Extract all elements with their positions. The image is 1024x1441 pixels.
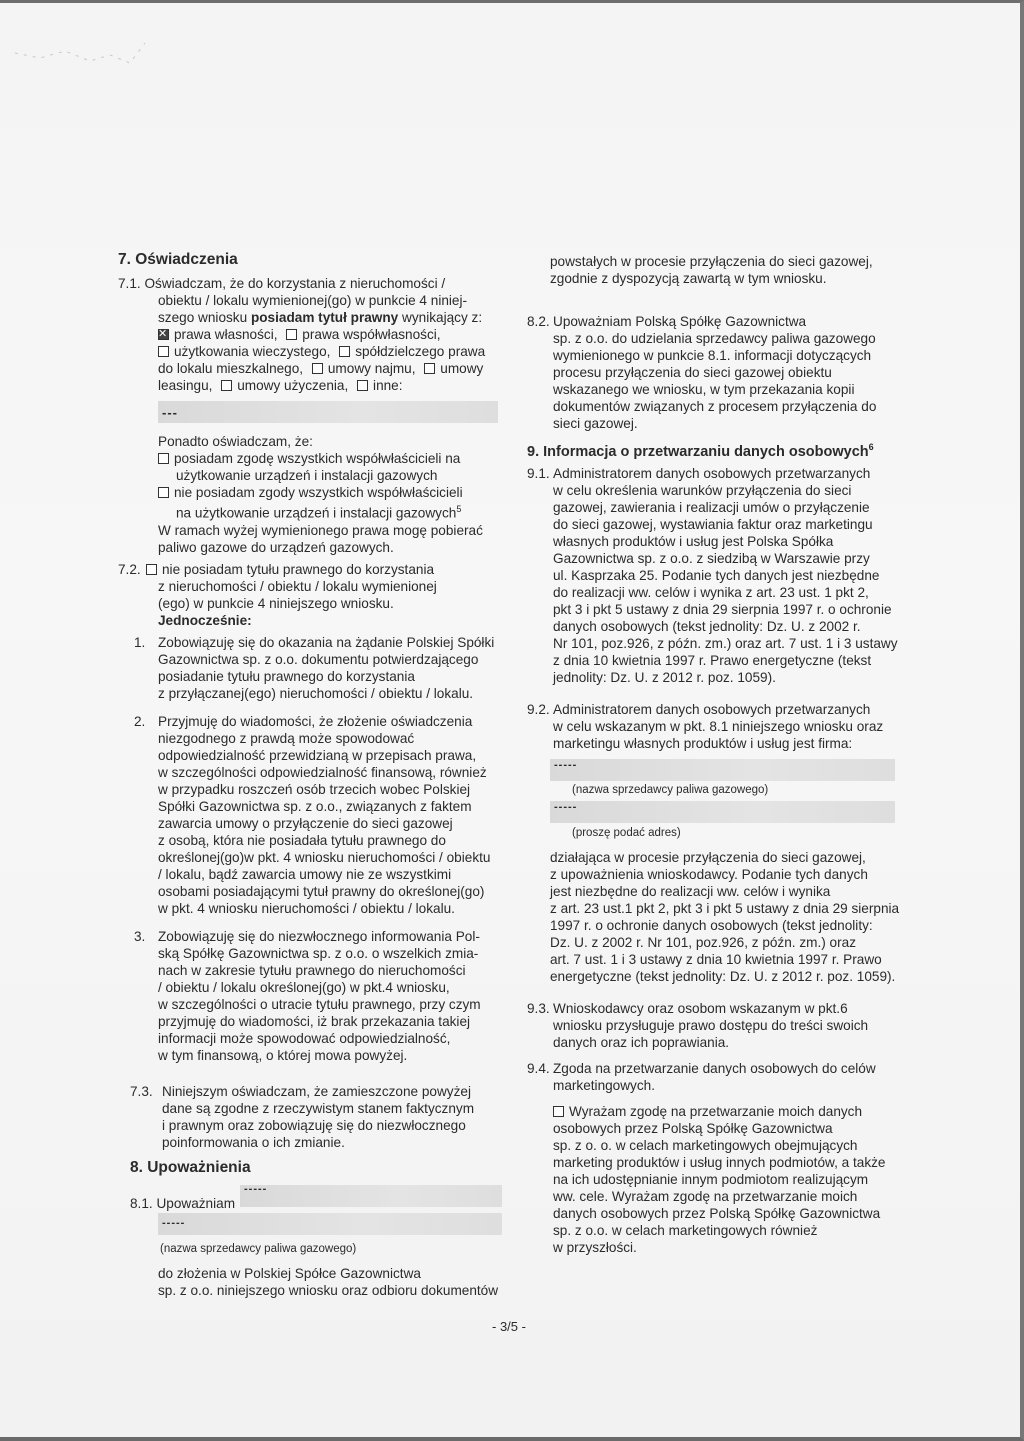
s94b-line6: ww. cele. Wyrażam zgodę na przetwarzanie moich bbox=[553, 1189, 858, 1204]
s93-line1: Wnioskodawcy oraz osobom wskazanym w pkt.6 bbox=[553, 1001, 848, 1016]
s94b-line3: sp. z o. o. w celach marketingowych obejmujących bbox=[553, 1138, 858, 1153]
s71-line5: użytkowania wieczystego, spółdzielczego prawa bbox=[158, 343, 485, 360]
p3-number: 3. bbox=[134, 929, 146, 944]
section-9-title: 9. Informacja o przetwarzaniu danych osobowych$^6$ bbox=[527, 442, 874, 460]
s91-line12: z dnia 10 kwietnia 1997 r. Prawo energetyczne (tekst bbox=[553, 653, 872, 668]
s72-line1: nie posiadam tytułu prawnego do korzystania bbox=[146, 561, 434, 578]
inne-input-field[interactable] bbox=[158, 401, 498, 423]
checkbox-nie-posiadam-zgody[interactable] bbox=[158, 487, 169, 498]
s73-line3: i prawnym oraz zobowiązuję się do niezwłocznego bbox=[162, 1118, 466, 1133]
checkbox-prawa-wlasnosci[interactable] bbox=[158, 329, 169, 340]
p2-line12: w pkt. 4 wniosku nieruchomości / obiektu / lokalu. bbox=[158, 901, 455, 916]
s73-line4: poinformowania o ich zmianie. bbox=[162, 1135, 345, 1150]
s92b-line1: działająca w procesie przyłączenia do sieci gazowej, bbox=[550, 850, 866, 865]
s92b-line8: energetyczne (tekst jednolity: Dz. U. z 2012 r. poz. 1059). bbox=[550, 969, 896, 984]
s82-line4: procesu przyłączenia do sieci gazowej obiektu bbox=[553, 365, 832, 380]
p2-line2: niezgodnego z prawdą może spowodować bbox=[158, 731, 415, 746]
s81-input-upper[interactable] bbox=[240, 1185, 502, 1207]
s92-caption1: (nazwa sprzedawcy paliwa gazowego) bbox=[572, 784, 769, 796]
s81-caption: (nazwa sprzedawcy paliwa gazowego) bbox=[160, 1243, 357, 1255]
p2-line8: z osobą, która nie posiadała tytułu prawnego do bbox=[158, 833, 446, 848]
s92-line1: Administratorem danych osobowych przetwarzanych bbox=[553, 702, 871, 717]
p3-line3: nach w zakresie tytułu prawnego do nieruchomości bbox=[158, 963, 466, 978]
s91-line10: danych osobowych (tekst jednolity: Dz. U. z 2002 r. bbox=[553, 619, 861, 634]
s94b-line2: osobowych przez Polską Spółkę Gazownictwa bbox=[553, 1121, 833, 1136]
p3-line6: przyjmuję do wiadomości, iż brak przekazania takiej bbox=[158, 1014, 471, 1029]
s91-line9: pkt 3 i pkt 5 ustawy z dnia 29 sierpnia 1997 r. o ochronie bbox=[553, 602, 892, 617]
p2-line10: / lokalu, bądź zawarcia umowy nie ze wszystkimi bbox=[158, 867, 452, 882]
checkbox-uzytkowanie-wieczyste[interactable] bbox=[158, 346, 169, 357]
s71-line1: 7.1. Oświadczam, że do korzystania z nieruchomości / bbox=[118, 276, 446, 291]
checkbox-zgoda-marketing[interactable] bbox=[553, 1106, 564, 1117]
checkbox-uzyczenie[interactable] bbox=[221, 380, 232, 391]
s81-end-line1: do złożenia w Polskiej Spółce Gazownictwa bbox=[158, 1266, 421, 1281]
s92b-line7: art. 7 ust. 1 i 3 ustawy z dnia 10 kwietnia 1997 r. Prawo bbox=[550, 952, 882, 967]
s92-line2: w celu wskazanym w pkt. 8.1 niniejszego wniosku oraz bbox=[553, 719, 884, 734]
s91-line8: do realizacji ww. celów i wynika z art. 23 ust. 1 pkt 2, bbox=[553, 585, 869, 600]
p3-line4: / obiektu / lokalu określonej(go) w pkt.4 wniosku, bbox=[158, 980, 450, 995]
checkbox-posiadam-zgode[interactable] bbox=[158, 453, 169, 464]
s82-line3: wymienionego w punkcie 8.1. informacji dotyczących bbox=[553, 348, 872, 363]
checkbox-umowy-leasingu[interactable] bbox=[424, 363, 435, 374]
s71-line6: do lokalu mieszkalnego, umowy najmu, umowy bbox=[158, 361, 484, 376]
s81-end-line2: sp. z o.o. niniejszego wniosku oraz odbioru dokumentów bbox=[158, 1283, 499, 1298]
s91-line3: gazowej, zawierania i realizacji umów o przyłączenie bbox=[553, 500, 870, 515]
p2-line11: osobami posiadającymi tytuł prawny do określonej(go) bbox=[158, 884, 485, 899]
s81-input-lower[interactable] bbox=[158, 1213, 502, 1235]
s92-line3: marketingu własnych produktów i usług jest firma: bbox=[553, 736, 853, 751]
p3-line5: w szczególności o utracie tytułu prawnego, przy czym bbox=[158, 997, 481, 1012]
s94b-line5: na ich udostępnianie innym podmiotom realizującym bbox=[553, 1172, 869, 1187]
s72-line2: z nieruchomości / obiektu / lokalu wymienionej bbox=[158, 579, 437, 594]
wramach-line2: paliwo gazowe do urządzeń gazowych. bbox=[158, 540, 394, 555]
s82-line2: sp. z o.o. do udzielania sprzedawcy paliwa gazowego bbox=[553, 331, 876, 346]
p3-line8: w tym finansową, o której mowa powyżej. bbox=[158, 1048, 408, 1063]
p1-line3: posiadanie tytułu prawnego do korzystania bbox=[158, 669, 415, 684]
checkbox-nie-posiadam-tytulu[interactable] bbox=[146, 564, 157, 575]
p1-line1: Zobowiązuję się do okazania na żądanie Polskiej Spółki bbox=[158, 635, 495, 650]
s91-line7: ul. Kasprzaka 25. Podanie tych danych jest niezbędne bbox=[553, 568, 880, 583]
p2-line1: Przyjmuję do wiadomości, że złożenie oświadczenia bbox=[158, 714, 473, 729]
s81-dash1: ----- bbox=[244, 1183, 268, 1195]
checkbox-wspolwlasnosc[interactable] bbox=[286, 329, 297, 340]
s92-seller-name-field[interactable] bbox=[550, 759, 895, 781]
s71-line3: szego wniosku posiadam tytuł prawny wynikający z: bbox=[158, 310, 483, 325]
p1-line2: Gazownictwa sp. z o.o. dokumentu potwierdzającego bbox=[158, 652, 479, 667]
s91-line11: Nr 101, poz.926, z późn. zm.) oraz art. 7 ust. 1 i 3 ustawy bbox=[553, 636, 898, 651]
s82-line5: wskazanego we wniosku, w tym przekazania kopii bbox=[553, 382, 855, 397]
s94b-line4: marketing produktów i usług innych podmiotów, a także bbox=[553, 1155, 886, 1170]
zgoda2-line2: na użytkowanie urządzeń i instalacji gazowych$^5$ bbox=[176, 504, 462, 521]
checkbox-inne[interactable] bbox=[357, 380, 368, 391]
p2-number: 2. bbox=[134, 714, 146, 729]
s71-line7: leasingu, umowy użyczenia, inne: bbox=[158, 378, 403, 393]
p2-line9: określonej(go)w pkt. 4 wniosku nieruchomości / obiektu bbox=[158, 850, 491, 865]
s91-line1: Administratorem danych osobowych przetwarzanych bbox=[553, 466, 871, 481]
s73-line2: dane są zgodne z rzeczywistym stanem faktycznym bbox=[162, 1101, 475, 1116]
s71-line4: ✕prawa własności, prawa współwłasności, bbox=[158, 326, 441, 343]
s92-caption2: (proszę podać adres) bbox=[572, 827, 681, 839]
cont-line2: zgodnie z dyspozycją zawartą w tym wniosku. bbox=[550, 271, 827, 286]
ponadto-text: Ponadto oświadczam, że: bbox=[158, 434, 313, 449]
s91-line2: w celu określenia warunków przyłączenia do sieci bbox=[553, 483, 852, 498]
checkbox-spoldzielcze[interactable] bbox=[339, 346, 350, 357]
s71-line2: obiektu / lokalu wymienionej(go) w punkcie 4 niniej- bbox=[158, 293, 468, 308]
s94b-line9: w przyszłości. bbox=[553, 1240, 637, 1255]
p3-line2: ską Spółkę Gazownictwa sp. z o.o. o wszelkich zmia- bbox=[158, 946, 479, 961]
s92-dash1: ----- bbox=[554, 759, 578, 771]
p1-number: 1. bbox=[134, 635, 146, 650]
page-number: - 3/5 - bbox=[492, 1319, 526, 1334]
wramach-line1: W ramach wyżej wymienionego prawa mogę pobierać bbox=[158, 523, 483, 538]
s93-line3: danych oraz ich poprawiania. bbox=[553, 1035, 730, 1050]
section-8-title: 8. Upoważnienia bbox=[130, 1159, 251, 1176]
s93-line2: wniosku przysługuje prawo dostępu do treści swoich bbox=[553, 1018, 869, 1033]
s82-line7: sieci gazowej. bbox=[553, 416, 638, 431]
s91-line6: Gazownictwa sp. z o.o. z siedzibą w Warszawie przy bbox=[553, 551, 870, 566]
s72-line3: (ego) w punkcie 4 niniejszego wniosku. bbox=[158, 596, 394, 611]
zgoda2-line1: nie posiadam zgody wszystkich współwłaścicieli bbox=[158, 484, 463, 501]
s92b-line2: z upoważnienia wnioskodawcy. Podanie tych danych bbox=[550, 867, 868, 882]
p1-line4: z przyłączanej(ego) nieruchomości / obiektu / lokalu. bbox=[158, 686, 474, 701]
p2-line6: Spółki Gazownictwa sp. z o.o., związanych z faktem bbox=[158, 799, 472, 814]
p3-line1: Zobowiązuję się do niezwłocznego informowania Pol- bbox=[158, 929, 480, 944]
s91-line13: jednolity: Dz. U. z 2012 r. poz. 1059). bbox=[553, 670, 776, 685]
s91-line5: własnych produktów i usług jest Polska Spółka bbox=[553, 534, 834, 549]
s73-line1: Niniejszym oświadczam, że zamieszczone powyżej bbox=[162, 1084, 471, 1099]
s82-number: 8.2. bbox=[527, 314, 550, 329]
s92b-line4: z art. 23 ust.1 pkt 2, pkt 3 i pkt 5 ustawy z dnia 29 sierpnia bbox=[550, 901, 900, 916]
s92b-line5: 1997 r. o ochronie danych osobowych (tekst jednolity: bbox=[550, 918, 873, 933]
s92-seller-address-field[interactable] bbox=[550, 801, 895, 823]
inne-value: --- bbox=[162, 405, 178, 420]
cont-line1: powstałych w procesie przyłączenia do sieci gazowej, bbox=[550, 254, 873, 269]
scan-artifact bbox=[10, 33, 150, 73]
s94b-line1: Wyrażam zgodę na przetwarzanie moich danych bbox=[553, 1103, 862, 1120]
section-7-title: 7. Oświadczenia bbox=[118, 251, 238, 268]
s93-number: 9.3. bbox=[527, 1001, 550, 1016]
zgoda1-line2: użytkowanie urządzeń i instalacji gazowych bbox=[176, 468, 438, 483]
s94b-line8: sp. z o.o. w celach marketingowych również bbox=[553, 1223, 818, 1238]
p2-line5: w przypadku roszczeń osób trzecich wobec Polskiej bbox=[158, 782, 471, 797]
s92-number: 9.2. bbox=[527, 702, 550, 717]
s94-line1: Zgoda na przetwarzanie danych osobowych do celów bbox=[553, 1061, 876, 1076]
s92b-line6: Dz. U. z 2002 r. Nr 101, poz.926, z późn. zm.) oraz bbox=[550, 935, 856, 950]
s81-label: 8.1. Upoważniam bbox=[130, 1196, 236, 1211]
s82-line6: dokumentów związanych z procesem przyłączenia do bbox=[553, 399, 877, 414]
s94b-line7: danych osobowych przez Polską Spółkę Gazownictwa bbox=[553, 1206, 881, 1221]
s72-number: 7.2. bbox=[118, 562, 141, 577]
s92b-line3: jest niezbędne do realizacji ww. celów i wynika bbox=[550, 884, 831, 899]
p2-line3: odpowiedzialność przewidzianą w przepisach prawa, bbox=[158, 748, 477, 763]
s73-number: 7.3. bbox=[130, 1084, 153, 1099]
p3-line7: informacji może spowodować odpowiedzialność, bbox=[158, 1031, 451, 1046]
s94-line2: marketingowych. bbox=[553, 1078, 655, 1093]
s94-number: 9.4. bbox=[527, 1061, 550, 1076]
checkbox-najem[interactable] bbox=[312, 363, 323, 374]
s91-number: 9.1. bbox=[527, 466, 550, 481]
s81-dash2: ----- bbox=[162, 1217, 186, 1229]
p2-line7: zawarcia umowy o przyłączenie do sieci gazowej bbox=[158, 816, 453, 831]
jednoczesnie-heading: Jednocześnie: bbox=[158, 613, 252, 628]
s92-dash2: ----- bbox=[554, 801, 578, 813]
s82-line1: Upoważniam Polską Spółkę Gazownictwa bbox=[553, 314, 807, 329]
p2-line4: w szczególności odpowiedzialność finansową, również bbox=[158, 765, 487, 780]
zgoda1-line1: posiadam zgodę wszystkich współwłaścicieli na bbox=[158, 450, 460, 467]
s91-line4: do sieci gazowej, wystawiania faktur oraz marketingu bbox=[553, 517, 873, 532]
